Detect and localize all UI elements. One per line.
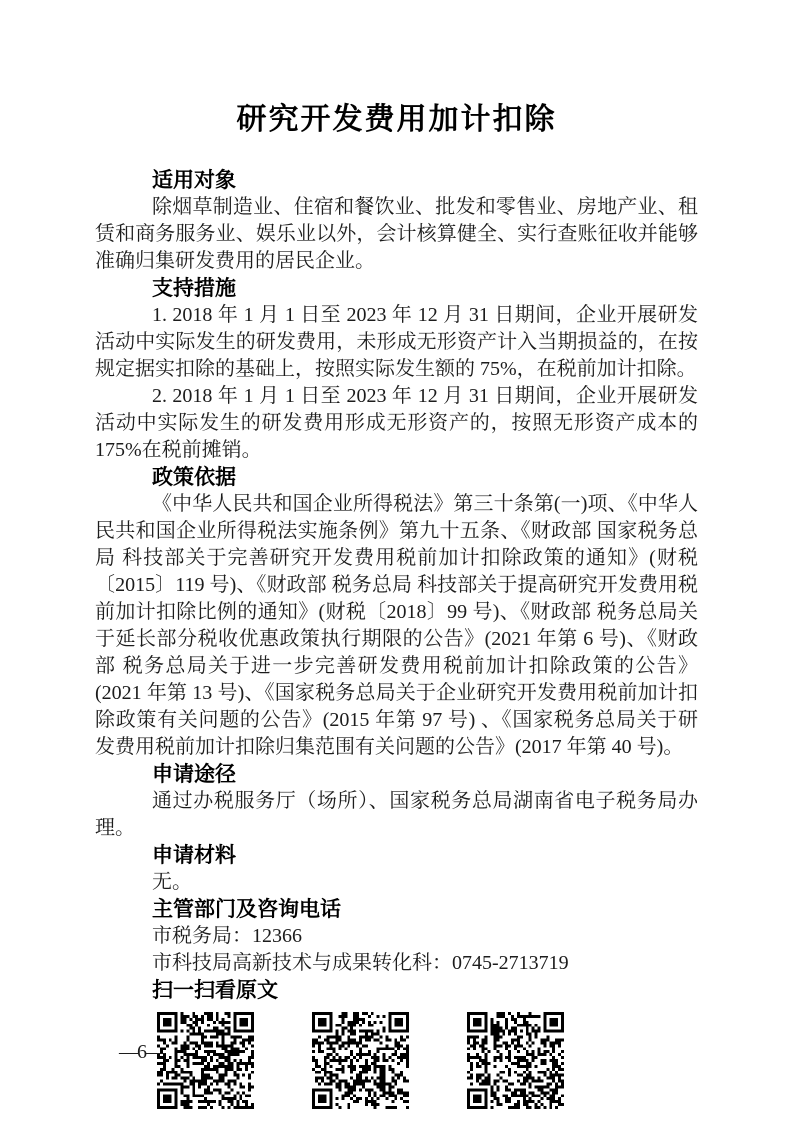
section-contact [95, 896, 698, 977]
qr-code-icon [467, 1012, 564, 1109]
policy-basis-text: 《中华人民共和国企业所得税法》第三十条第(一)项、《中华人民共和国企业所得税法实施条例》第九十五条、《财政部 国家税务总局 科技部关于完善研究开发费用税前加计扣除政策的通知》(财税〔2015〕119 号)、《财政部 税务总局 科技部关于提高研究开发费用税前加计扣除比例的通知》(财税〔2018〕99 号)、《财政部 税务总局关于延长部分税收优惠政策执行期限的公告》(2021 年第 6 号)、《财政部 税务总局关于进一步完善研发费用税前加计扣除政策的公告》(2021 年第 13 号)、《国家税务总局关于企业研究开发费用税前加计扣除政策有关问题的公告》(2015 年第 97 号) 、《国家税务总局关于研发费用税前加计扣除归集范围有关问题的公告》(2017 年第 40 号)。 [95, 493, 698, 758]
section-scan-original [95, 977, 698, 1109]
section-application-channel [95, 761, 698, 842]
section-support-measures [95, 275, 698, 464]
contact-tax-bureau-phone: 市税务局：12366 [152, 925, 302, 947]
page-number: —6— [119, 1041, 163, 1063]
heading-scan-original: 扫一扫看原文 [152, 979, 278, 1002]
application-channel-text: 通过办税服务厅（场所）、国家税务总局湖南省电子税务局办理。 [95, 790, 698, 839]
page-title: 研究开发费用加计扣除 [236, 103, 557, 136]
application-materials-text: 无。 [152, 871, 192, 893]
qr-code-icon [157, 1012, 254, 1109]
section-policy-basis [95, 464, 698, 761]
qr-code-row [157, 1012, 698, 1109]
section-application-materials [95, 842, 698, 896]
section-applicable-target [95, 167, 698, 275]
qr-code-icon [312, 1012, 409, 1109]
heading-support-measures: 支持措施 [152, 277, 236, 300]
contact-science-bureau-phone: 市科技局高新技术与成果转化科：0745-2713719 [152, 952, 569, 974]
heading-contact: 主管部门及咨询电话 [152, 898, 341, 921]
support-measure-item-2: 2. 2018 年 1 月 1 日至 2023 年 12 月 31 日期间，企业开展研发活动中实际发生的研发费用形成无形资产的，按照无形资产成本的175%在税前摊销。 [95, 385, 698, 461]
applicable-target-text: 除烟草制造业、住宿和餐饮业、批发和零售业、房地产业、租赁和商务服务业、娱乐业以外，会计核算健全、实行查账征收并能够准确归集研发费用的居民企业。 [95, 196, 698, 272]
heading-application-channel: 申请途径 [152, 763, 236, 786]
heading-policy-basis: 政策依据 [152, 466, 236, 489]
heading-applicable-target: 适用对象 [152, 169, 236, 192]
support-measure-item-1: 1. 2018 年 1 月 1 日至 2023 年 12 月 31 日期间，企业开展研发活动中实际发生的研发费用，未形成无形资产计入当期损益的，在按规定据实扣除的基础上，按照实际发生额的 75%，在税前加计扣除。 [95, 304, 698, 380]
heading-application-materials: 申请材料 [152, 844, 236, 867]
